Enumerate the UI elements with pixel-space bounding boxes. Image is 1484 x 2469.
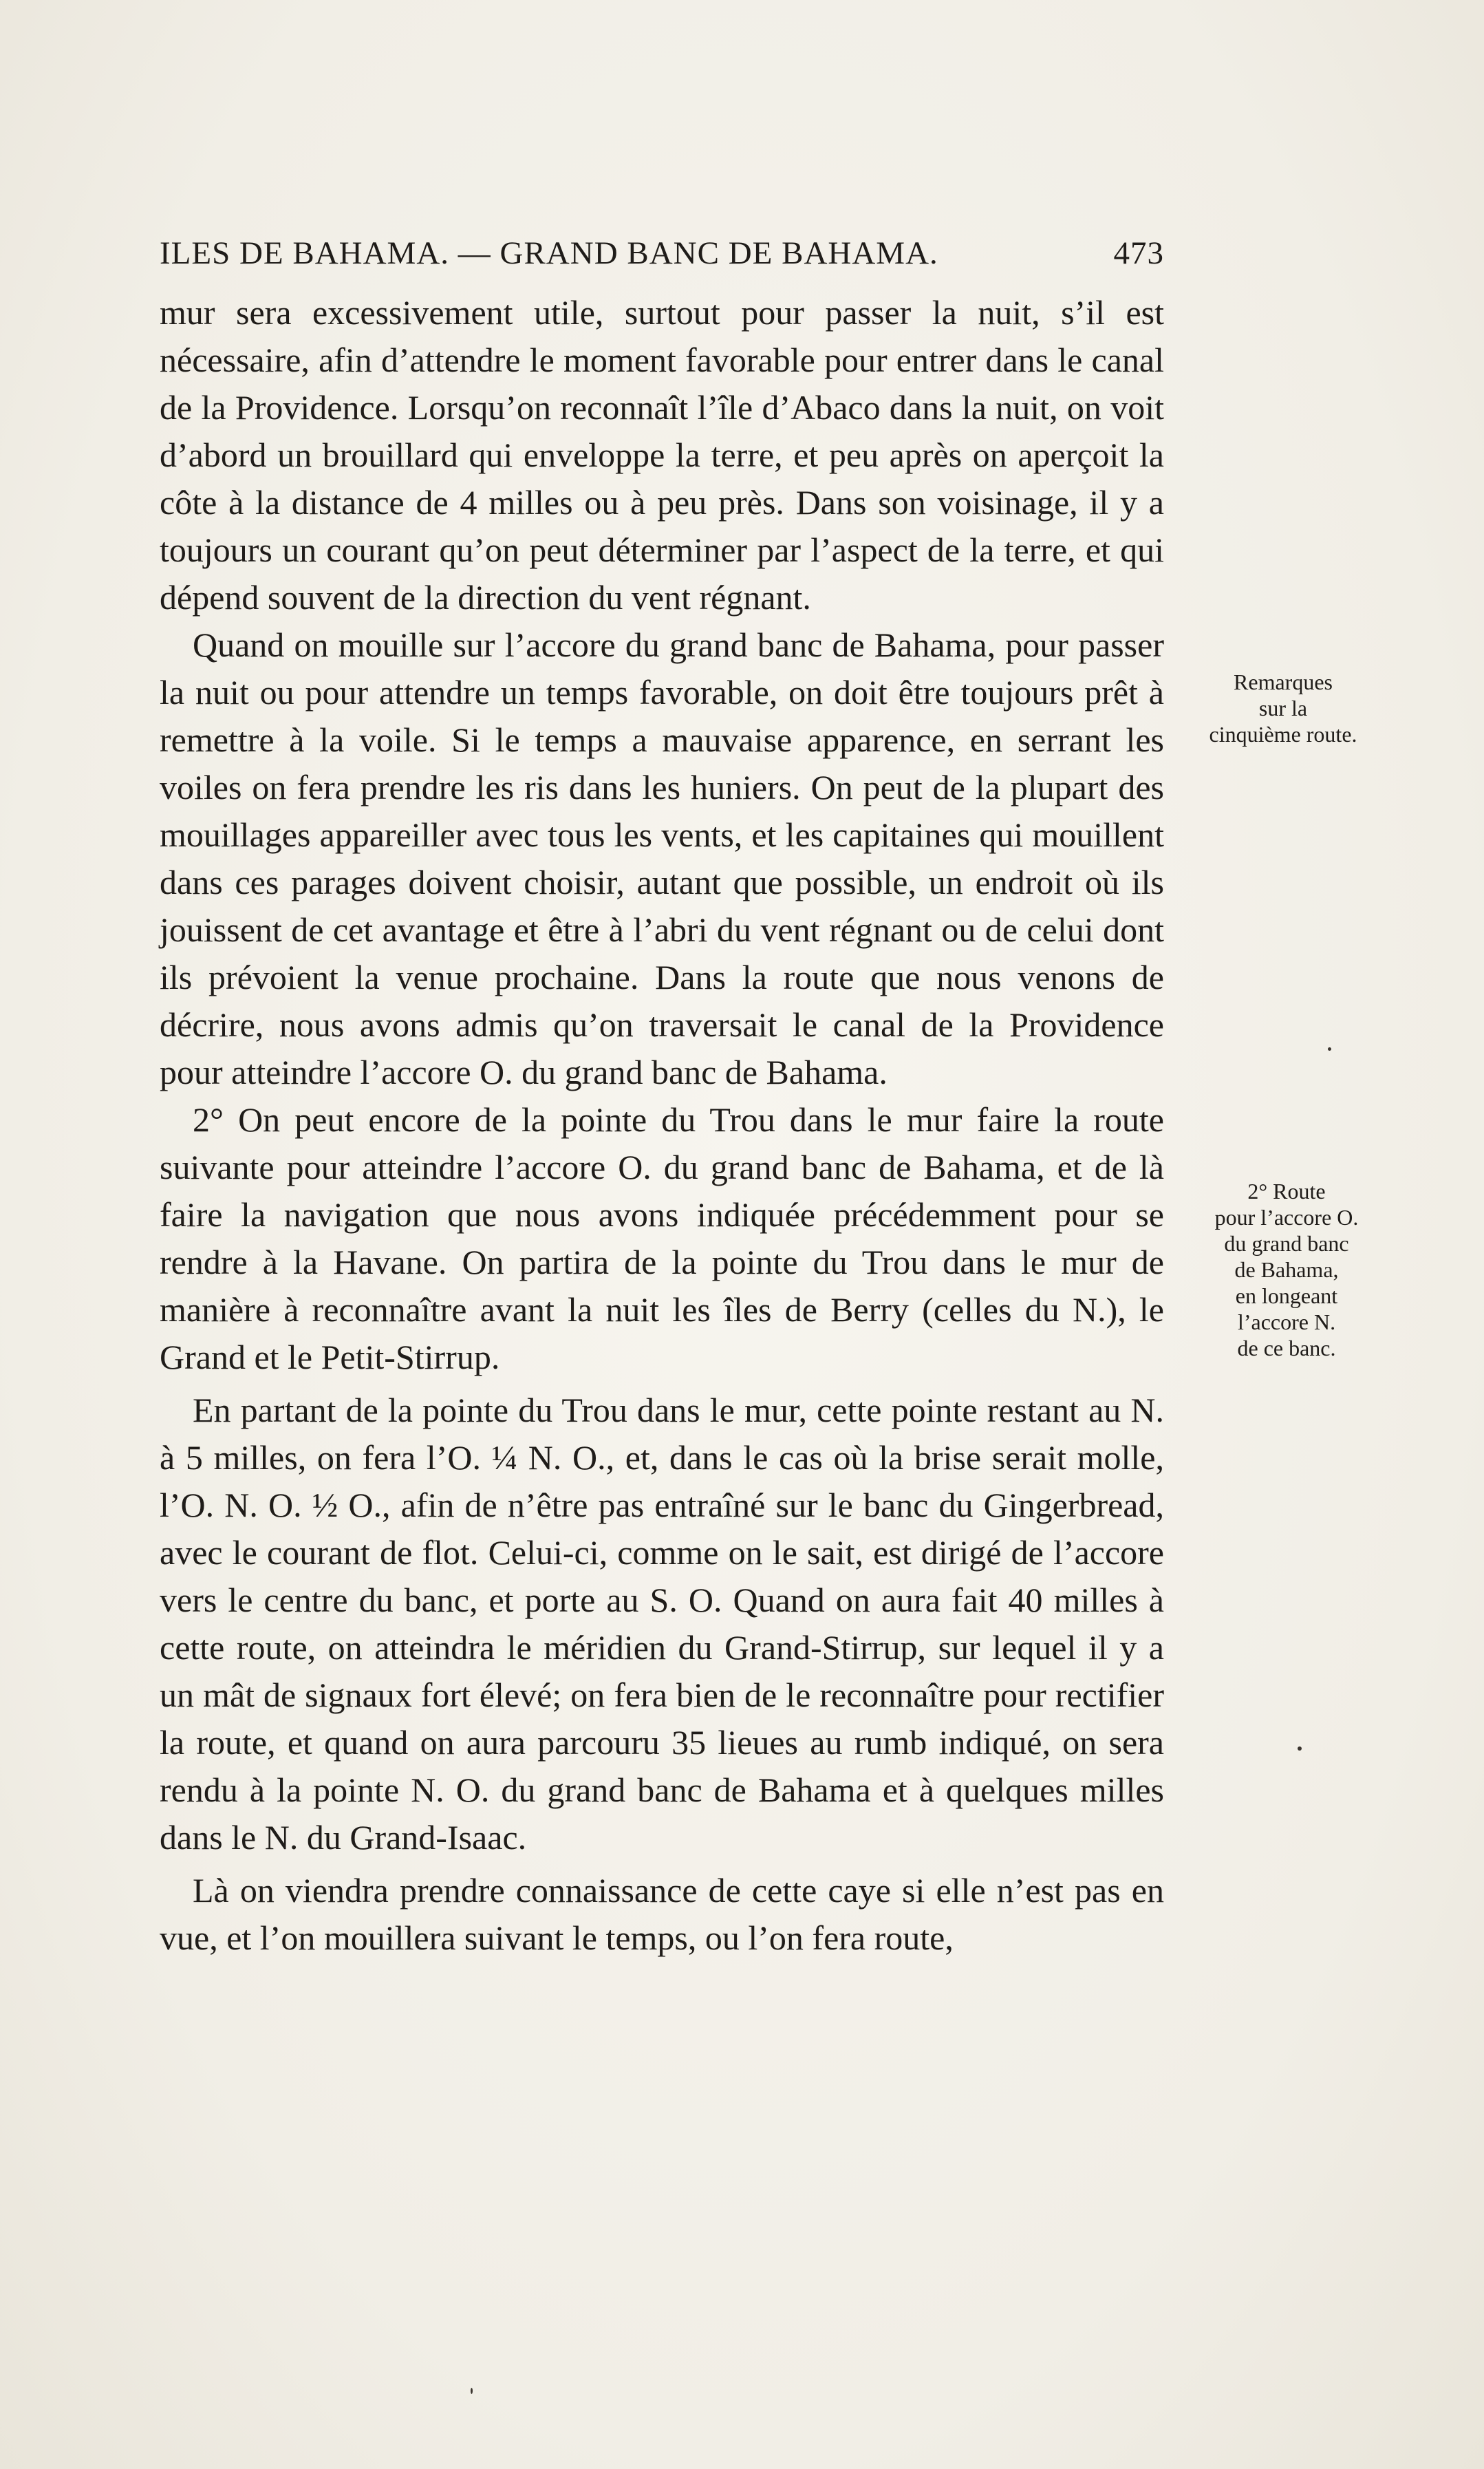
ink-speck — [1298, 1746, 1302, 1751]
ink-speck — [1328, 1047, 1331, 1051]
ink-speck — [471, 2388, 473, 2394]
margin-note-remarks: Remarques sur la cinquième route. — [1209, 670, 1357, 747]
running-title: ILES DE BAHAMA. — GRAND BANC DE BAHAMA. — [160, 235, 938, 271]
paragraph-3: 2° On peut encore de la pointe du Trou dans le mur faire la route suivante pour atteindre l’accore O. du grand banc de Bahama, et de là faire la navigation que nous avons indiquée précédemment pour se rendre à la Havane. On partira de la pointe du Trou dans le mur de manière à reconnaître avant la nuit les îles de Berry (celles du N.), le Grand et le Petit-Stirrup. — [160, 1100, 1164, 1376]
paragraph-4: En partant de la pointe du Trou dans le mur, cette pointe restant au N. à 5 milles, on fera l’O. ¼ N. O., et, dans le cas où la brise serait molle, l’O. N. O. ½ O., afin de n’être pas entraîné sur le banc du Gingerbread, avec le courant de flot. Celui-ci, comme on le sait, est dirigé de l’accore vers le centre du banc, et porte au S. O. Quand on aura fait 40 milles à cette route, on atteindra le méridien du Grand-Stirrup, sur lequel il y a un mât de signaux fort élevé; on fera bien de le reconnaître pour rectifier la route, et quand on aura parcouru 35 lieues au rumb indiqué, on sera rendu à la pointe N. O. du grand banc de Bahama et à quelques milles dans le N. du Grand-Isaac. — [160, 1391, 1164, 1857]
running-header — [160, 226, 1164, 281]
paragraph-2: Quand on mouille sur l’accore du grand banc de Bahama, pour passer la nuit ou pour attendre un temps favorable, on doit être toujours prêt à remettre à la voile. Si le temps a mauvaise apparence, en serrant les voiles on fera prendre les ris dans les huniers. On peut de la plupart des mouillages appareiller avec tous les vents, et les capitaines qui mouillent dans ces parages doivent choisir, autant que possible, un endroit où ils jouissent de cet avantage et être à l’abri du vent régnant ou de celui dont ils prévoient la venue prochaine. Dans la route que nous venons de décrire, nous avons admis qu’on traversait le canal de la Providence pour atteindre l’accore O. du grand banc de Bahama. — [160, 626, 1164, 1091]
main-text — [160, 289, 1164, 1962]
margin-note-second-route: 2° Route pour l’accore O. du grand banc de Bahama, en longeant l’accore N. de ce banc. — [1214, 1179, 1359, 1360]
paragraph-1: mur sera excessivement utile, surtout pour passer la nuit, s’il est nécessaire, afin d’attendre le moment favorable pour entrer dans le canal de la Providence. Lorsqu’on reconnaît l’île d’Abaco dans la nuit, on voit d’abord un brouillard qui enveloppe la terre, et peu après on aperçoit la côte à la distance de 4 milles ou à peu près. Dans son voisinage, il y a toujours un courant qu’on peut déterminer par l’aspect de la terre, et qui dépend souvent de la direction du vent régnant. — [160, 293, 1164, 617]
page-number: 473 — [1113, 235, 1164, 271]
paragraph-5: Là on viendra prendre connaissance de cette caye si elle n’est pas en vue, et l’on mouillera suivant le temps, ou l’on fera route, — [160, 1871, 1164, 1957]
